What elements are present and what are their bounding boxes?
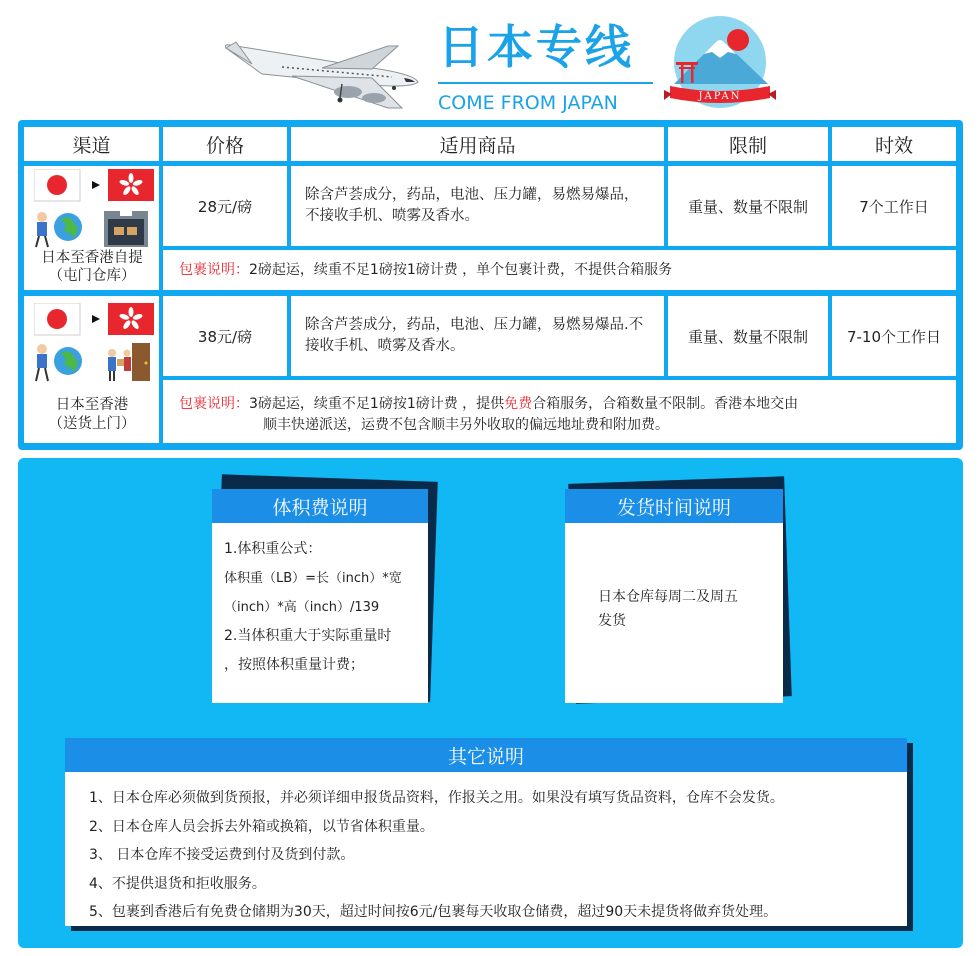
page-title: 日本专线 — [438, 20, 634, 74]
goods-cell: 除含芦荟成分，药品，电池、压力罐，易燃易爆品.不接收手机、喷雾及香水。 — [291, 296, 664, 376]
table-header-time: 时效 — [832, 127, 956, 161]
title-underline — [438, 82, 653, 84]
pricing-table — [18, 120, 963, 450]
volume-line: 体积重（LB）=长（inch）*宽 — [224, 571, 402, 586]
channel-subtitle: （送货上门） — [48, 416, 136, 432]
volume-line: （inch）*高（inch）/139 — [224, 600, 380, 615]
table-header-limit: 限制 — [668, 127, 828, 161]
japan-to-hongkong-icon — [34, 303, 154, 385]
list-item: 1、日本仓库必须做到货预报，并必须详细申报货品资料，作报关之用。如果没有填写货品资料，仓库不会发货。 — [89, 790, 784, 806]
other-notes-card — [65, 738, 907, 926]
note-label: 包裹说明： — [179, 262, 249, 278]
page-subtitle: COME FROM JAPAN — [438, 92, 618, 114]
note-text: 3磅起运，续重不足1磅按1磅计费 ，提供 — [249, 396, 505, 412]
volume-fee-title: 体积费说明 — [212, 489, 428, 523]
time-cell: 7-10个工作日 — [832, 296, 956, 376]
table-header-goods: 适用商品 — [291, 127, 664, 161]
note-text: 合箱服务，合箱数量不限制。香港本地交由 — [532, 396, 799, 412]
channel-name: 日本至香港自提 — [41, 250, 143, 266]
channel-subtitle: （屯门仓库） — [48, 268, 136, 284]
note-text: 顺丰快递派送，运费不包含顺丰另外收取的偏远地址费和附加费。 — [263, 417, 669, 433]
volume-line: 2.当体积重大于实际重量时 — [224, 628, 392, 644]
limit-cell: 重量、数量不限制 — [668, 166, 828, 246]
price-cell: 28元/磅 — [163, 166, 287, 246]
list-item: 3、 日本仓库不接受运费到付及货到付款。 — [89, 847, 355, 863]
list-item: 5、包裹到香港后有免费仓储期为30天，超过时间按6元/包裹每天收取仓储费，超过90天未提货将做弃货处理。 — [89, 904, 778, 920]
shipping-line: 日本仓库每周二及周五 — [598, 589, 738, 605]
limit-cell: 重量、数量不限制 — [668, 296, 828, 376]
shipping-time-card — [565, 489, 783, 703]
shipping-line: 发货 — [598, 613, 626, 629]
note-text: 2磅起运，续重不足1磅按1磅计费 ，单个包裹计费，不提供合箱服务 — [249, 262, 673, 278]
other-notes-title: 其它说明 — [65, 738, 907, 772]
package-note — [163, 380, 956, 443]
volume-line: ，按照体积重量计费； — [224, 657, 364, 673]
badge-label: JAPAN — [698, 91, 742, 102]
time-cell: 7个工作日 — [832, 166, 956, 246]
table-header-price: 价格 — [163, 127, 287, 161]
info-panel — [18, 458, 963, 948]
list-item: 2、日本仓库人员会拆去外箱或换箱，以节省体积重量。 — [89, 818, 434, 835]
airplane-icon — [222, 38, 422, 110]
table-header-channel: 渠道 — [24, 127, 159, 161]
volume-fee-card — [212, 489, 428, 703]
japan-to-hongkong-icon — [34, 169, 154, 249]
price-cell: 38元/磅 — [163, 296, 287, 376]
channel-cell — [24, 166, 159, 290]
japan-badge-icon — [664, 12, 776, 114]
list-item: 4、不提供退货和拒收服务。 — [89, 875, 266, 892]
channel-cell — [24, 296, 159, 443]
shipping-time-title: 发货时间说明 — [565, 489, 783, 523]
note-label: 包裹说明： — [179, 396, 249, 412]
page-header — [0, 0, 980, 118]
goods-cell: 除含芦荟成分，药品，电池、压力罐，易燃易爆品，不接收手机、喷雾及香水。 — [291, 166, 664, 246]
channel-name: 日本至香港 — [55, 397, 129, 413]
volume-line: 1.体积重公式： — [224, 541, 322, 557]
note-free-highlight: 免费 — [504, 396, 533, 412]
package-note — [163, 250, 956, 290]
